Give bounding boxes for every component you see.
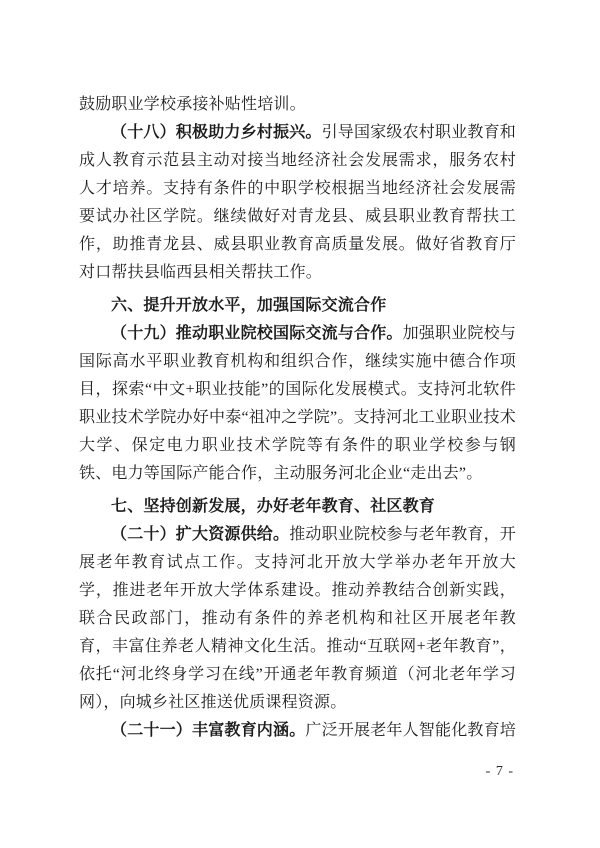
paragraph-body-text: 引导国家级农村职业教育和成人教育示范县主动对接当地经济社会发展需求，服务农村人才培养。支持有条件的中职学校根据当地经济社会发展需要试办社区学院。继续做好对青龙县、威县职业教育帮扶工作，助推青龙县、威县职业教育高质量发展。做好省教育厅对口帮扶县临西县相关帮扶工作。 — [79, 124, 517, 281]
paragraph-body-text: 鼓励职业学校承接补贴性培训。 — [79, 96, 306, 113]
section-heading — [79, 493, 516, 521]
paragraph — [79, 119, 516, 287]
page-number: - 7 - — [485, 764, 514, 779]
paragraph-lead-bold-text: （二十）扩大资源供给。 — [111, 526, 290, 543]
paragraph — [79, 521, 516, 717]
paragraph-body-text: 加强职业院校与国际高水平职业教育机构和组织合作，继续实施中德合作项目，探索“中文+职业技能”的国际化发展模式。支持河北软件职业技术学院办好中泰“祖冲之学院”。支持河北工业职业技术大学、保定电力职业技术学院等有条件的职业学校参与钢铁、电力等国际产能合作，主动服务河北企业“走出去”。 — [79, 325, 517, 482]
paragraph-lead-bold-text: （二十一）丰富教育内涵。 — [111, 722, 306, 739]
document-body — [79, 91, 516, 745]
paragraph-lead-bold-text: 七、坚持创新发展，办好老年教育、社区教育 — [111, 498, 436, 515]
paragraph-lead-bold-text: （十八）积极助力乡村振兴。 — [111, 124, 322, 141]
paragraph — [79, 320, 516, 488]
paragraph-lead-bold-text: （十九）推动职业院校国际交流与合作。 — [111, 325, 403, 342]
paragraph-body-text: 广泛开展老年人智能化教育培 — [305, 722, 517, 739]
paragraph — [79, 717, 516, 745]
paragraph-lead-bold-text: 六、提升开放水平，加强国际交流合作 — [111, 297, 387, 314]
section-heading — [79, 292, 516, 320]
paragraph — [79, 91, 516, 119]
paragraph-body-text: 推动职业院校参与老年教育，开展老年教育试点工作。支持河北开放大学举办老年开放大学，推进老年开放大学体系建设。推动养教结合创新实践，联合民政部门，推动有条件的养老机构和社区开展老年教育，丰富住养老人精神文化生活。推动“互联网+老年教育”，依托“河北终身学习在线”开通老年教育频道（河北老年学习网），向城乡社区推送优质课程资源。 — [79, 526, 517, 711]
